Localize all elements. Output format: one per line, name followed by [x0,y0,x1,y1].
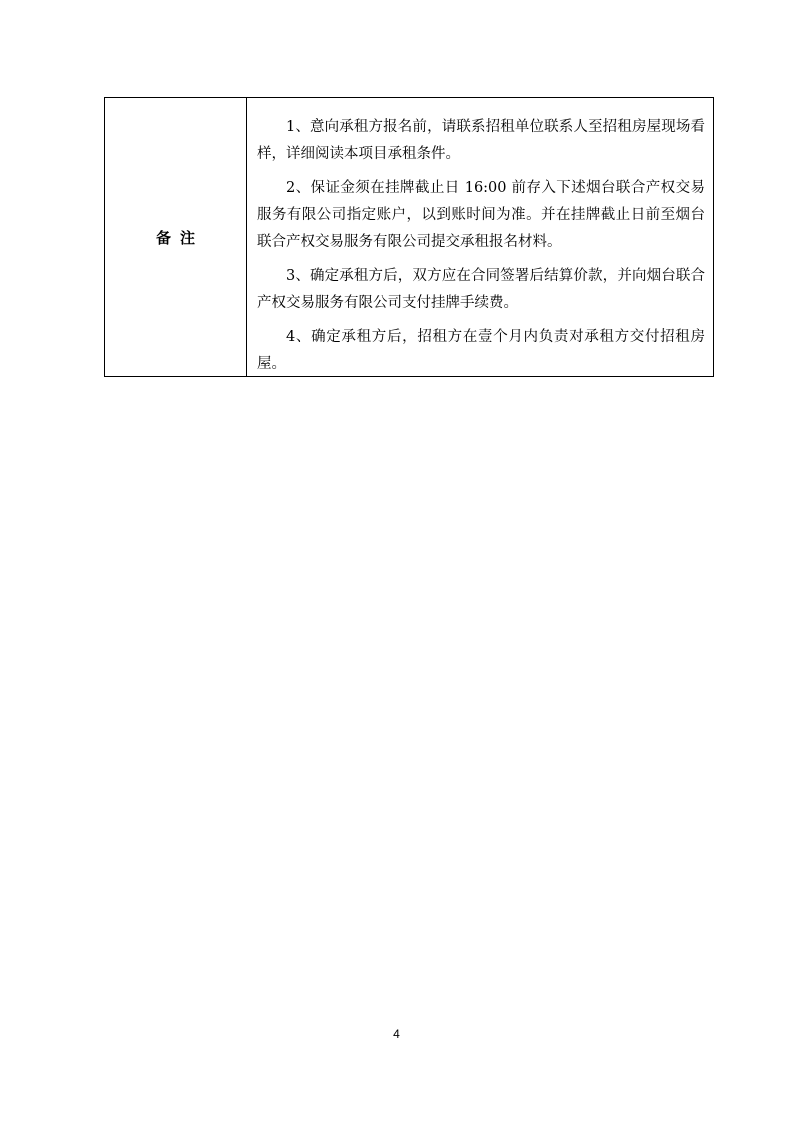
note-item: 2、保证金须在挂牌截止日 16:00 前存入下述烟台联合产权交易服务有限公司指定账户，以到账时间为准。并在挂牌截止日前至烟台联合产权交易服务有限公司提交承租报名材料。 [257,180,705,250]
notes-label-cell [105,98,247,376]
note-item: 3、确定承租方后，双方应在合同签署后结算价款，并向烟台联合产权交易服务有限公司支付挂牌手续费。 [257,268,705,311]
notes-label: 备注 [155,228,204,247]
notes-table [104,97,714,377]
page-number: 4 [393,1027,400,1041]
notes-content-cell [247,98,713,376]
note-item: 1、意向承租方报名前，请联系招租单位联系人至招租房屋现场看样，详细阅读本项目承租条件。 [257,119,705,162]
note-item: 4、确定承租方后，招租方在壹个月内负责对承租方交付招租房屋。 [257,329,705,372]
